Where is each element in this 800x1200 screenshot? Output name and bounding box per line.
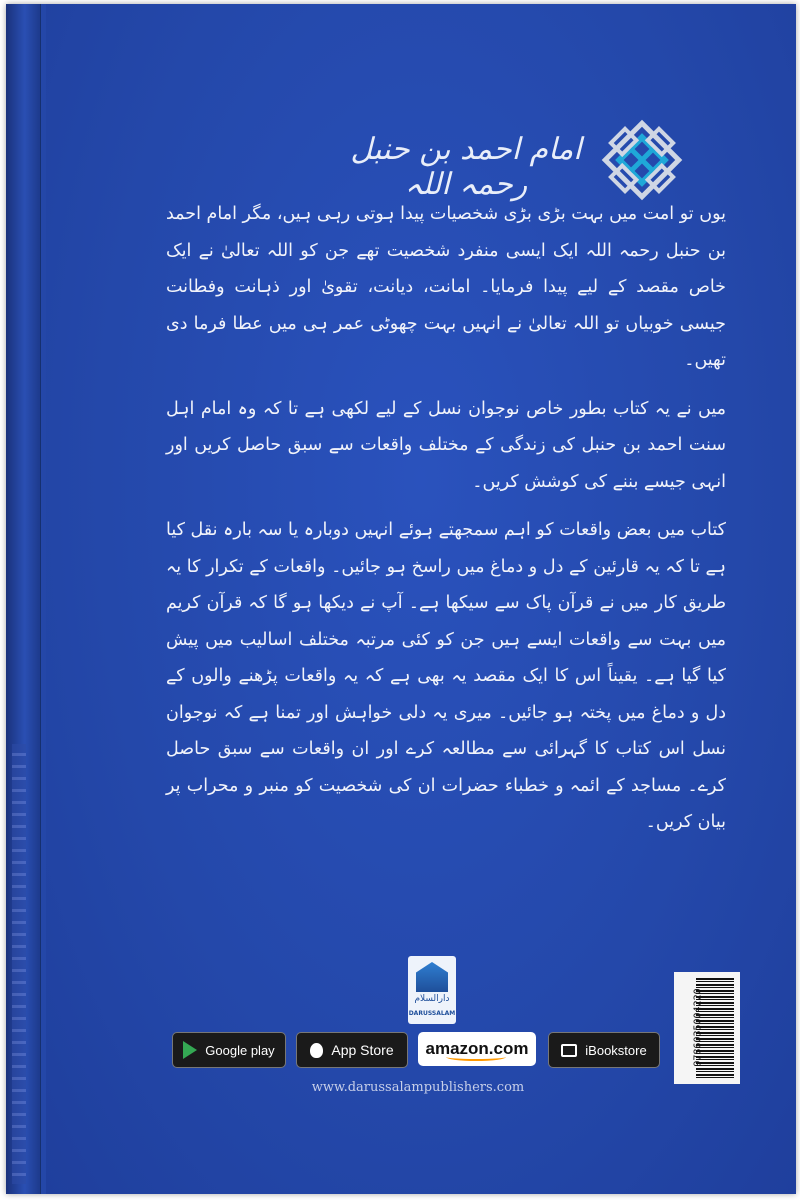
blurb-paragraph: میں نے یہ کتاب بطور خاص نوجوان نسل کے لیے لکھی ہے تا کہ وہ امام اہل سنت احمد بن حنبل کی زندگی کے مختلف واقعات سے سبق حاصل کریں اور انہی جیسے بننے کی کوشش کریں۔	[166, 398, 726, 492]
isbn-barcode	[674, 972, 740, 1084]
publisher-website[interactable]: www.darussalampublishers.com	[311, 1080, 525, 1095]
ibookstore-label: iBookstore	[585, 1042, 647, 1058]
book-icon	[561, 1044, 577, 1057]
spine-decoration	[12, 744, 26, 1184]
book-title: امام احمد بن حنبل رحمہ اللہ	[350, 132, 582, 202]
amazon-badge[interactable]	[418, 1032, 536, 1066]
blurb-paragraph: کتاب میں بعض واقعات کو اہم سمجھتے ہوئے انہیں دوبارہ یا سہ بارہ نقل کیا ہے تا کہ یہ قارئین کے دل و دماغ میں راسخ ہو جائیں۔ واقعات کے تکرار کا یہ طریق کار میں نے قرآن پاک سے سیکھا ہے۔ آپ نے دیکھا ہو گا کہ قرآن کریم میں بہت سے واقعات ایسے ہیں جن کو کئی مرتبہ مختلف اسالیب میں پیش کیا گیا ہے۔ یقیناً اس کا ایک مقصد یہ بھی ہے کہ یہ واقعات پڑھنے والوں کے دل و دماغ میں پختہ ہو جائیں۔ میری یہ دلی خواہش اور تمنا ہے کہ نوجوان نسل اس کتاب کا گہرائی سے مطالعہ کرے اور ان واقعات سے سبق حاصل کرے۔ مساجد کے ائمہ و خطباء حضرات ان کی شخصیت کو منبر و محراب پر بیان کریں۔	[166, 520, 726, 832]
app-store-badge[interactable]	[296, 1032, 408, 1068]
blurb-paragraph: یوں تو امت میں بہت بڑی بڑی شخصیات پیدا ہوتی رہی ہیں، مگر امام احمد بن حنبل رحمہ اللہ ایک ایسی منفرد شخصیت تھے جن کو اللہ تعالیٰ نے ایک خاص مقصد کے لیے پیدا فرمایا۔ امانت، دیانت، تقویٰ اور ذہانت وفطانت جیسی خوبیاں تو اللہ تعالیٰ نے انہیں بہت چھوٹی عمر ہی میں عطا فرما دی تھیں۔	[166, 204, 726, 370]
knot-emblem-icon	[594, 112, 690, 208]
publisher-logo	[408, 956, 456, 1024]
cover-panel	[46, 4, 796, 1194]
amazon-label: amazon.com	[425, 1039, 529, 1058]
book-back-cover	[6, 4, 796, 1194]
blurb-text	[166, 196, 726, 853]
play-triangle-icon	[183, 1041, 197, 1059]
amazon-smile-icon	[446, 1053, 506, 1061]
isbn-number: 9786035004220	[692, 988, 704, 1067]
google-play-badge[interactable]	[172, 1032, 286, 1068]
apple-icon	[310, 1043, 323, 1058]
book-spine	[6, 4, 41, 1194]
publisher-name-english: DARUSSALAM	[408, 1010, 456, 1017]
publisher-name-arabic: دارالسلام	[414, 994, 450, 1004]
publisher-mark-icon	[416, 962, 448, 992]
store-badges	[172, 1032, 672, 1068]
app-store-label: App Store	[331, 1042, 394, 1058]
google-play-label: Google play	[205, 1042, 275, 1058]
ibookstore-badge[interactable]	[548, 1032, 660, 1068]
